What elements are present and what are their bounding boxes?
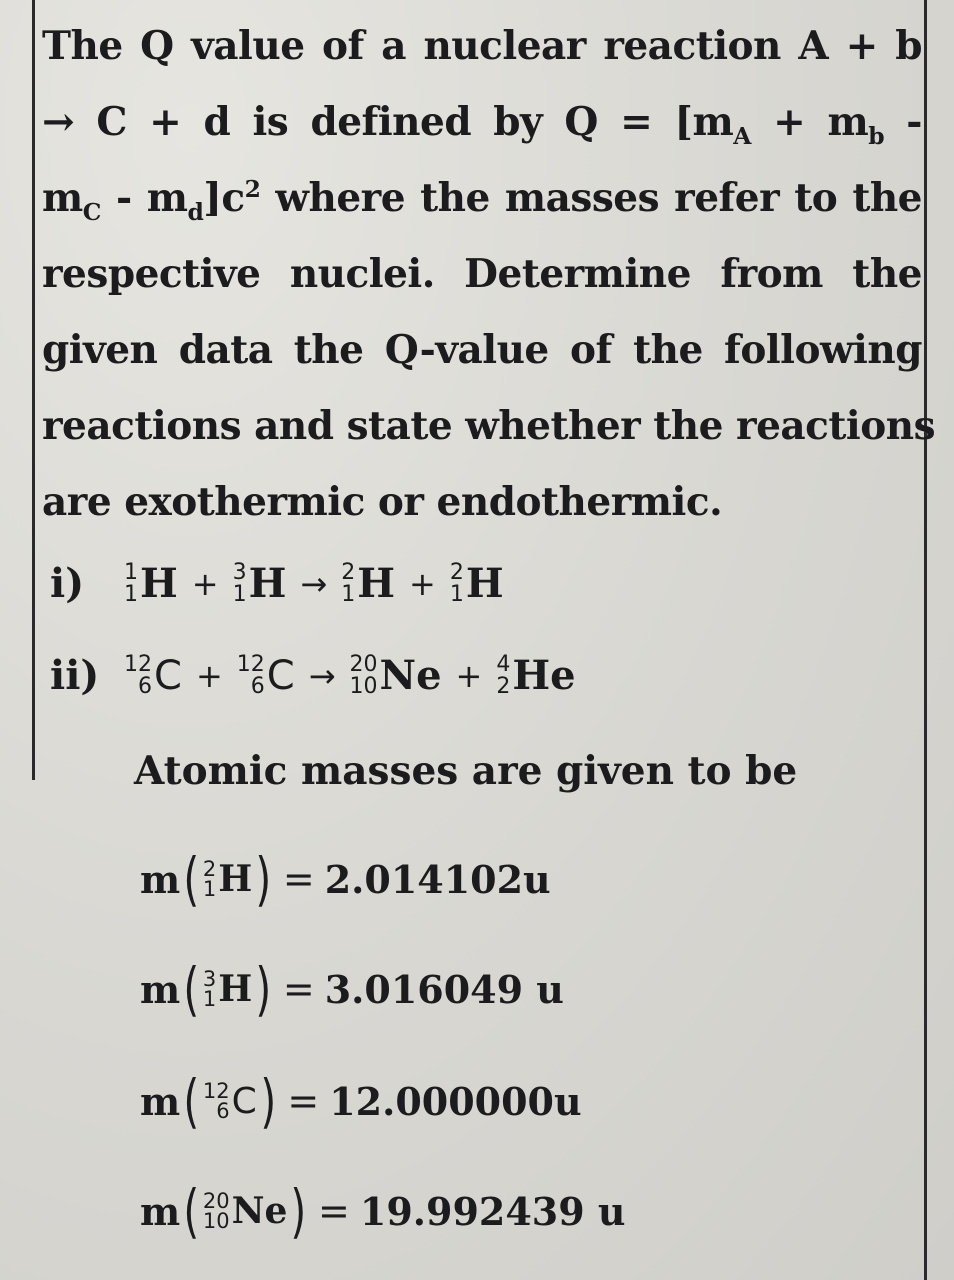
arrow-icon: → [308, 656, 336, 695]
mass-row-neon [140, 1177, 626, 1245]
reaction-ii [50, 652, 576, 699]
open-paren: ( [183, 1177, 200, 1245]
atomic-number: 10 [349, 673, 378, 699]
masses-heading: Atomic masses are given to be [134, 748, 798, 794]
open-paren: ( [183, 955, 200, 1023]
reaction-i [50, 560, 504, 607]
element-symbol: C [231, 1080, 257, 1122]
mass-number: 3 [232, 559, 247, 585]
open-paren: ( [183, 845, 200, 913]
mass-number: 2 [341, 559, 356, 585]
mass-row-deuterium [140, 845, 551, 913]
subscript-C: C [82, 197, 101, 226]
mass-number: 12 [124, 651, 152, 677]
element-symbol: Ne [379, 652, 442, 699]
atomic-number: 1 [124, 581, 138, 607]
close-paren: ) [255, 845, 272, 913]
element-symbol: H [465, 560, 504, 607]
nuclide [496, 652, 575, 699]
atomic-number: 6 [216, 1099, 230, 1123]
statement-line-3a: m [42, 175, 83, 221]
element-symbol: H [248, 560, 287, 607]
left-border-line [32, 0, 35, 780]
plus-sign: + [195, 656, 223, 695]
nuclide-scripts [203, 1081, 230, 1121]
element-symbol: H [357, 560, 396, 607]
subscript-A: A [733, 121, 751, 150]
close-paren: ) [290, 1177, 307, 1245]
mass-value: 19.992439 u [359, 1188, 626, 1234]
plus-sign: + [191, 564, 219, 603]
element-symbol: C [266, 652, 295, 699]
statement-line-3d: where the masses refer to the [260, 175, 922, 221]
element-symbol: C [154, 652, 182, 699]
nuclide-scripts [203, 1191, 230, 1231]
element-symbol: H [218, 858, 253, 900]
nuclide [233, 560, 287, 607]
reaction-ii-label: ii) [50, 652, 100, 699]
nuclide [350, 652, 442, 699]
mass-function: m [140, 1078, 181, 1124]
atomic-number: 10 [202, 1209, 230, 1233]
atomic-number: 1 [202, 877, 217, 901]
statement-line-2b: + m [750, 99, 869, 145]
equals-sign: = [282, 857, 315, 901]
nuclide [450, 560, 504, 607]
mass-number: 20 [202, 1189, 230, 1213]
atomic-number: 1 [341, 581, 356, 607]
mass-function: m [140, 1188, 181, 1234]
equals-sign: = [282, 967, 315, 1011]
mass-number: 3 [202, 967, 217, 991]
atomic-number: 1 [232, 581, 247, 607]
statement-line-5: given data the Q-value of the following [42, 327, 922, 373]
nuclide-scripts [203, 859, 216, 899]
plus-sign: + [409, 564, 436, 603]
element-symbol: Ne [231, 1190, 288, 1232]
statement-line-3b: - m [100, 175, 188, 221]
statement-line-3 [42, 160, 922, 236]
mass-function: m [140, 966, 181, 1012]
subscript-b: b [868, 121, 885, 150]
nuclide [124, 653, 182, 699]
mass-number: 2 [449, 559, 464, 585]
mass-function: m [140, 856, 181, 902]
statement-line-1: The Q value of a nuclear reaction A + b [42, 23, 922, 69]
mass-number: 1 [124, 559, 138, 585]
nuclide [341, 560, 395, 607]
plus-sign: + [455, 656, 483, 695]
mass-number: 20 [349, 651, 378, 677]
statement-line-2a: → C + d is defined by Q = [m [42, 99, 734, 145]
mass-value: 12.000000u [329, 1078, 582, 1124]
mass-number: 12 [236, 651, 265, 677]
atomic-number: 6 [138, 673, 152, 699]
mass-value: 2.014102u [324, 856, 551, 902]
superscript-2: 2 [244, 175, 261, 203]
mass-number: 2 [202, 857, 217, 881]
close-paren: ) [255, 955, 272, 1023]
element-symbol: H [140, 560, 178, 607]
statement-line-2c: - [884, 99, 922, 145]
mass-row-tritium [140, 955, 564, 1023]
open-paren: ( [183, 1067, 200, 1135]
right-border-line [924, 0, 927, 1280]
equals-sign: = [287, 1079, 320, 1123]
nuclide-scripts [203, 969, 216, 1009]
statement-line-7: are exothermic or endothermic. [42, 479, 723, 525]
atomic-number: 1 [202, 987, 217, 1011]
mass-row-carbon [140, 1067, 582, 1135]
statement-line-4: respective nuclei. Determine from the [42, 251, 922, 297]
equals-sign: = [318, 1189, 350, 1233]
problem-statement [42, 8, 936, 540]
statement-line-6: reactions and state whether the reactions [42, 403, 936, 449]
reaction-i-label: i) [50, 560, 85, 607]
element-symbol: H [218, 968, 253, 1010]
statement-line-3c: ]c [203, 175, 245, 221]
atomic-number: 6 [250, 673, 265, 699]
subscript-d: d [187, 197, 204, 226]
atomic-number: 1 [449, 581, 464, 607]
statement-line-2 [42, 84, 922, 160]
mass-value: 3.016049 u [324, 966, 564, 1012]
close-paren: ) [260, 1067, 276, 1135]
arrow-icon: → [300, 564, 328, 603]
element-symbol: He [512, 652, 576, 699]
nuclide [124, 560, 178, 607]
nuclide [237, 653, 295, 699]
mass-number: 12 [202, 1079, 230, 1103]
mass-number: 4 [496, 651, 511, 677]
atomic-number: 2 [496, 673, 511, 699]
